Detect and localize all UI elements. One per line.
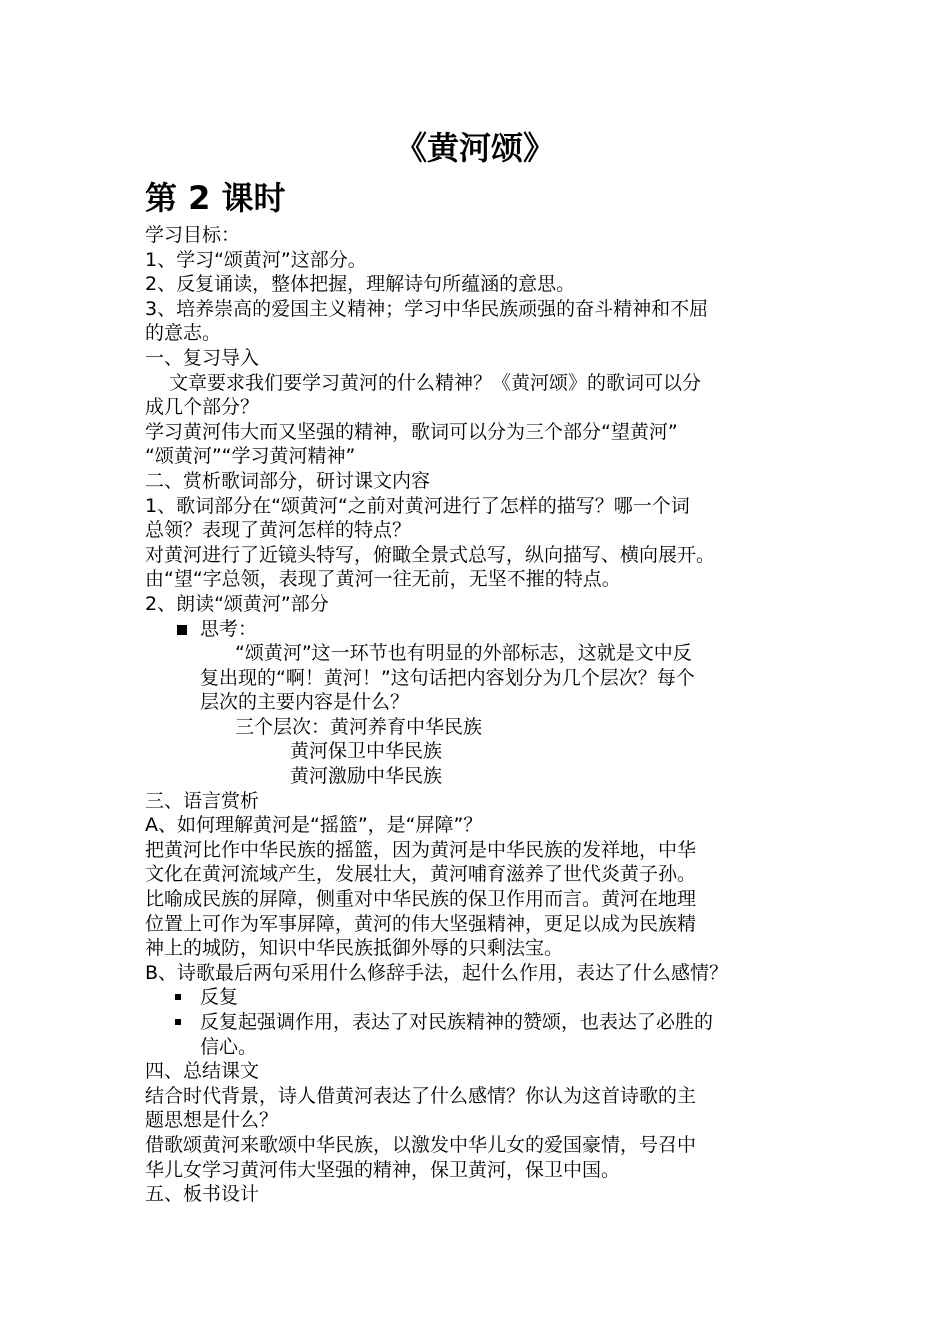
paragraph-line: “颂黄河”“学习黄河精神” bbox=[145, 445, 356, 468]
bullet-text-cont: 信心。 bbox=[200, 1035, 258, 1058]
paragraph-line: 华儿女学习黄河伟大坚强的精神，保卫黄河，保卫中国。 bbox=[145, 1158, 621, 1181]
objective-1: 1、学习“颂黄河”这部分。 bbox=[145, 248, 367, 271]
answer-line: 对黄河进行了近镜头特写，俯瞰全景式总写，纵向描写、横向展开。 bbox=[145, 543, 716, 566]
paragraph-line: 结合时代背景，诗人借黄河表达了什么感情？你认为这首诗歌的主 bbox=[145, 1084, 697, 1107]
layer-line: 黄河激励中华民族 bbox=[290, 765, 443, 788]
question-b: B、诗歌最后两句采用什么修辞手法，起什么作用，表达了什么感情？ bbox=[145, 961, 729, 984]
document-title: 《黄河颂》 bbox=[394, 129, 555, 167]
question-1-cont: 总领？表现了黄河怎样的特点？ bbox=[145, 519, 412, 542]
document-body bbox=[145, 223, 825, 1207]
lesson-heading: 第 2 课时 bbox=[145, 179, 286, 217]
bullet-item bbox=[145, 985, 825, 1010]
section-heading-2: 二、赏析歌词部分，研讨课文内容 bbox=[145, 469, 431, 492]
question-a: A、如何理解黄河是“摇篮”，是“屏障”？ bbox=[145, 814, 483, 837]
answer-line: 把黄河比作中华民族的摇篮，因为黄河是中华民族的发祥地，中华 bbox=[145, 838, 697, 861]
answer-line: 由“望“字总领，表现了黄河一往无前，无坚不摧的特点。 bbox=[145, 568, 621, 591]
paragraph-line: 借歌颂黄河来歌颂中华民族，以激发中华儿女的爱国豪情，号召中 bbox=[145, 1133, 697, 1156]
section-heading-3: 三、语言赏析 bbox=[145, 789, 260, 812]
square-bullet-icon bbox=[177, 625, 187, 635]
paragraph-line: “颂黄河”这一环节也有明显的外部标志，这就是文中反 bbox=[235, 642, 692, 665]
small-square-bullet-icon bbox=[175, 1019, 181, 1025]
answer-line: 比喻成民族的屏障，侧重对中华民族的保卫作用而言。黄河在地理 bbox=[145, 888, 697, 911]
bullet-text: 反复起强调作用，表达了对民族精神的赞颂，也表达了必胜的 bbox=[200, 1011, 714, 1033]
objectives-label: 学习目标： bbox=[145, 224, 241, 246]
paragraph-line: 层次的主要内容是什么？ bbox=[200, 691, 410, 714]
answer-line: 位置上可作为军事屏障，黄河的伟大坚强精神，更足以成为民族精 bbox=[145, 912, 697, 935]
paragraph-line: 成几个部分？ bbox=[145, 396, 260, 419]
objective-2: 2、反复诵读，整体把握，理解诗句所蕴涵的意思。 bbox=[145, 273, 576, 296]
section-heading-4: 四、总结课文 bbox=[145, 1060, 260, 1083]
question-2: 2、朗读“颂黄河”部分 bbox=[145, 592, 329, 615]
think-item bbox=[145, 617, 825, 642]
small-square-bullet-icon bbox=[175, 994, 181, 1000]
section-heading-1: 一、复习导入 bbox=[145, 346, 260, 369]
layer-line: 黄河保卫中华民族 bbox=[290, 740, 443, 763]
think-label: 思考： bbox=[200, 617, 258, 640]
layer-line: 三个层次：黄河养育中华民族 bbox=[235, 715, 483, 738]
bullet-item bbox=[145, 1010, 825, 1035]
section-heading-5: 五、板书设计 bbox=[145, 1183, 260, 1206]
paragraph-line: 学习黄河伟大而又坚强的精神，歌词可以分为三个部分“望黄河” bbox=[145, 420, 678, 443]
objective-3: 3、培养崇高的爱国主义精神；学习中华民族顽强的奋斗精神和不屈 bbox=[145, 297, 709, 320]
answer-line: 神上的城防，知识中华民族抵御外辱的只剩法宝。 bbox=[145, 937, 564, 960]
paragraph-line: 题思想是什么？ bbox=[145, 1109, 279, 1132]
question-1: 1、歌词部分在“颂黄河“之前对黄河进行了怎样的描写？哪一个词 bbox=[145, 494, 690, 517]
paragraph-line: 复出现的“啊！黄河！”这句话把内容划分为几个层次？每个 bbox=[200, 666, 695, 689]
answer-line: 文化在黄河流域产生，发展壮大，黄河哺育滋养了世代炎黄子孙。 bbox=[145, 863, 697, 886]
paragraph-line: 文章要求我们要学习黄河的什么精神？《黄河颂》的歌词可以分 bbox=[169, 371, 702, 394]
bullet-text: 反复 bbox=[200, 986, 239, 1009]
objective-3-cont: 的意志。 bbox=[145, 322, 222, 345]
